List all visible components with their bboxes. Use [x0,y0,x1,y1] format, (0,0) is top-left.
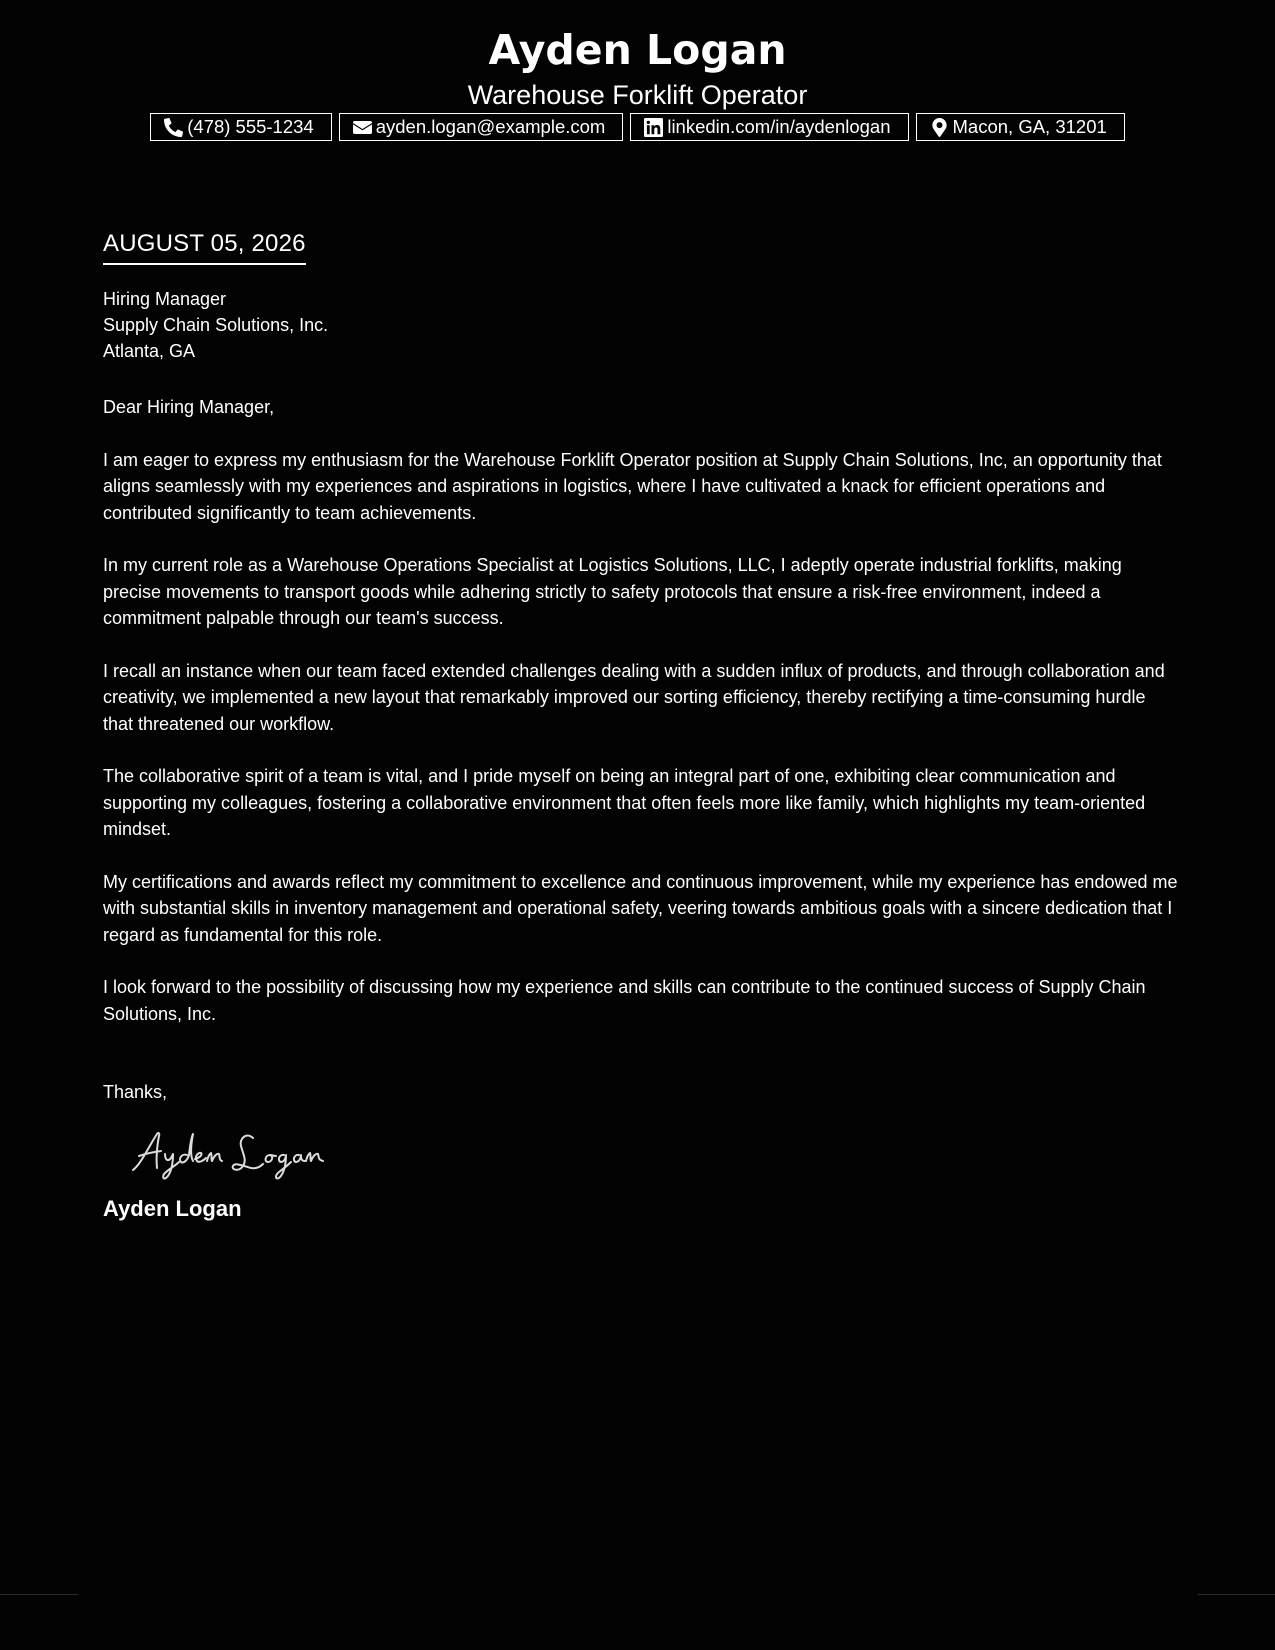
contact-bar [0,113,1275,141]
recipient-line: Supply Chain Solutions, Inc. [103,315,329,335]
linkedin-text: linkedin.com/in/aydenlogan [667,116,891,137]
footer-rule-right [1198,1594,1275,1595]
handwritten-signature [127,1124,357,1182]
envelope-icon [353,118,372,137]
linkedin-icon [644,118,663,137]
signer-name: Ayden Logan [103,1195,242,1221]
recipient-line: Atlanta, GA [103,341,196,361]
closing: Thanks, [103,1082,168,1102]
contact-location[interactable] [916,113,1125,141]
email-text: ayden.logan@example.com [375,116,606,137]
letter-date: AUGUST 05, 2026 [103,228,306,265]
recipient-block [103,286,1178,364]
job-title: Warehouse Forklift Operator [467,80,808,110]
footer-rule-left [0,1594,78,1595]
salutation: Dear Hiring Manager, [103,397,275,417]
body-paragraph: My certifications and awards reflect my commitment to excellence and continuous improvement, while my experience has endowed me with substantial skills in inventory management and operational safety, veering towards ambitious goals with a sincere dedication that I regard as fundamental for this role. [103,871,1178,945]
contact-email[interactable] [339,113,624,141]
header [0,22,1275,112]
body-paragraph: I am eager to express my enthusiasm for the Warehouse Forklift Operator position at Supply Chain Solutions, Inc, an opportunity that aligns seamlessly with my experiences and aspirations in logistics, where I have cultivated a knack for efficient operations and contributed significantly to team achievements. [103,449,1162,523]
phone-icon [164,118,183,137]
applicant-name: Ayden Logan [488,26,787,74]
location-text: Macon, GA, 31201 [952,116,1107,137]
phone-text: (478) 555-1234 [187,116,314,137]
map-marker-icon [930,118,949,137]
body-paragraph: In my current role as a Warehouse Operations Specialist at Logistics Solutions, LLC, I adeptly operate industrial forklifts, making precise movements to transport goods while adhering strictly to safety protocols that ensure a risk-free environment, indeed a commitment palpable through our team's success. [103,555,1122,628]
body-paragraph: I recall an instance when our team faced extended challenges dealing with a sudden influx of products, and through collaboration and creativity, we implemented a new layout that remarkably improved our sorting efficiency, thereby rectifying a time-consuming hurdle that threatened our workflow. [103,660,1165,734]
recipient-line: Hiring Manager [103,289,227,309]
contact-phone[interactable] [150,113,332,141]
letter-body [103,228,1178,1222]
body-paragraph: The collaborative spirit of a team is vital, and I pride myself on being an integral part of one, exhibiting clear communication and supporting my colleagues, fostering a collaborative environment that often feels more like family, which highlights my team-oriented mindset. [103,766,1146,839]
body-paragraph: I look forward to the possibility of discussing how my experience and skills can contribute to the continued success of Supply Chain Solutions, Inc. [103,977,1146,1024]
signature-image [127,1124,1178,1182]
contact-linkedin[interactable] [630,113,908,141]
